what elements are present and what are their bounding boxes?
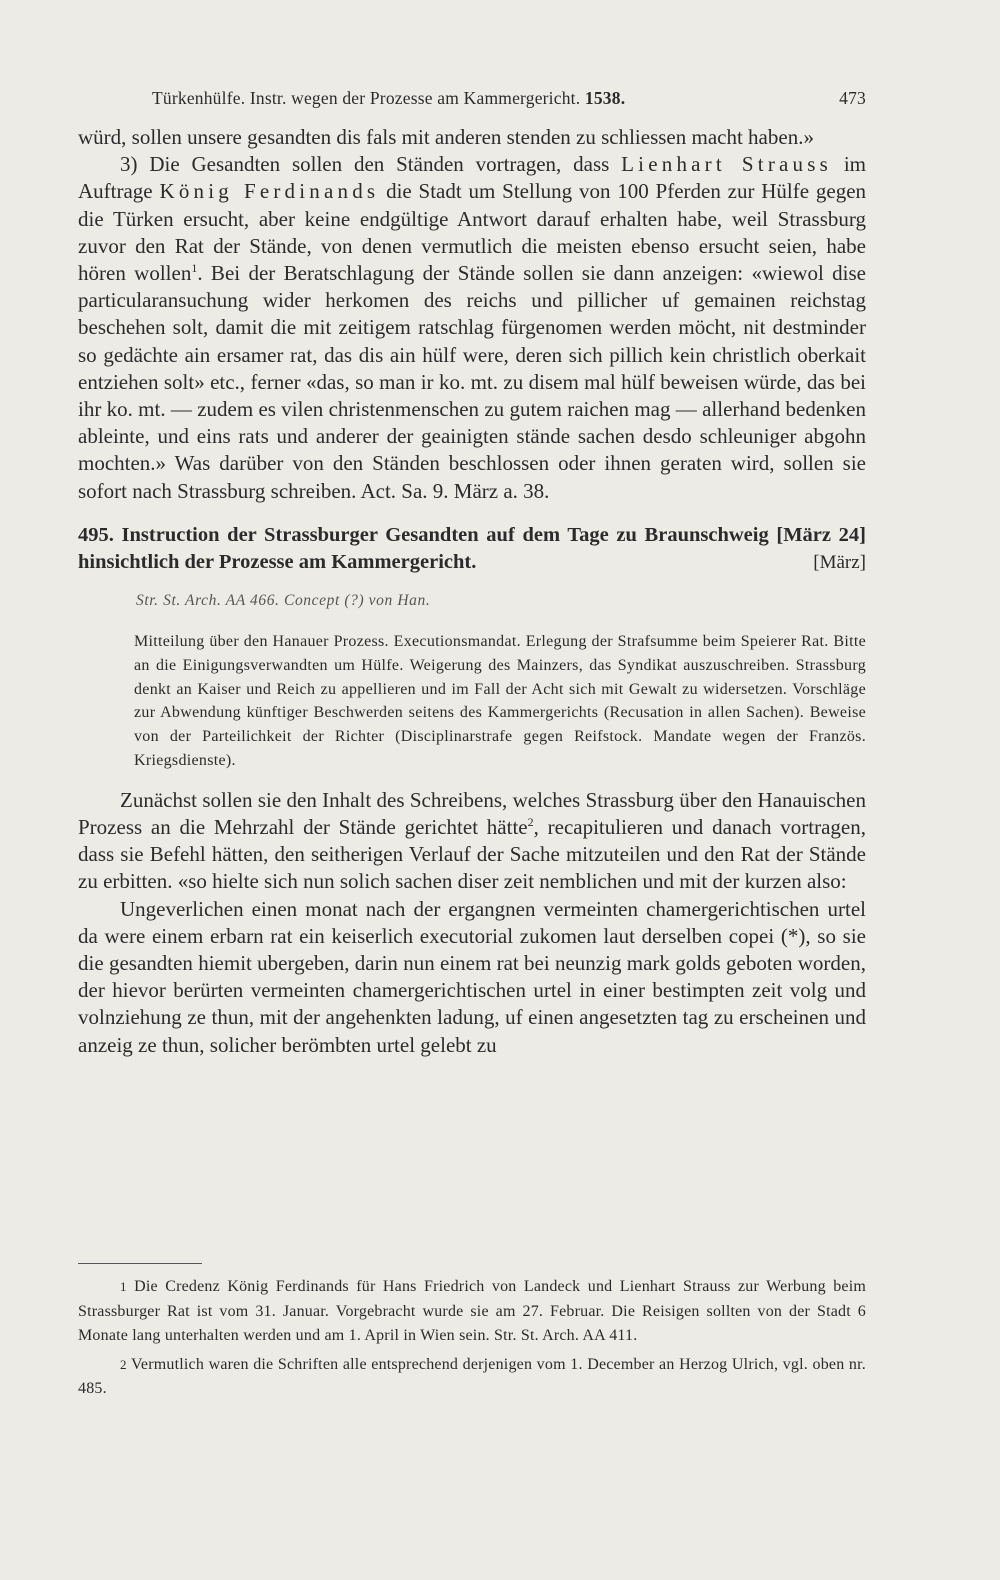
footnote-text: Die Credenz König Ferdinands für Hans Friedrich von Landeck und Lienhart Strauss zur Werbung beim Strassburger Rat ist vom 31. Januar. Vorgebracht wurde sie am 27. Februar. Die Reisigen sollten von der Stadt 6 Monate lang unterhalten werden und am 1. April in Wien sein. Str. St. Arch. AA 411. — [78, 1278, 867, 1344]
p2-text-c: die Stadt um Stellung von 100 Pferden zur Hülfe gegen die Türken ersucht, aber keine endgültige Antwort darauf erhalten habe, weil Strassburg zuvor den Rat der Stände, von denen vermutlich die meisten ebenso ersucht seien, habe hören wollen — [78, 179, 867, 286]
document-title: 495. Instruction der Strassburger Gesandten auf dem Tage zu Braunschweig [März 24] hinsichtlich der Prozesse am Kammergericht. — [78, 523, 866, 573]
paragraph-continued: würd, sollen unsere gesandten dis fals mit anderen stenden zu schliessen macht haben.» — [78, 125, 814, 149]
footnote-1 — [78, 1275, 866, 1349]
footnotes — [78, 1275, 866, 1406]
p3-text-a: Zunächst sollen sie den Inhalt des Schreibens, welches Strassburg über den Hanauischen Prozess an die Mehrzahl der Stände gerichtet hätte — [78, 787, 866, 840]
running-title-text: Türkenhülfe. Instr. wegen der Prozesse am Kammergericht. — [152, 88, 581, 108]
document-date: [März] — [813, 551, 866, 573]
paragraph-quote: Ungeverlichen einen monat nach der ergangnen vermeinten chamergerichtischen urtel da were einem erbarn rat ein keiserlich executorial zukomen laut derselben copei (*), so sie die gesandten hiemit ubergeben, darin nun einem rat bei neunzig mark golds geboten worden, der hievor berürten vermeinten chamergerichtischen urtel in einer bestimpten zeit volg und volnziehung ze thun, mit der angehenkten ladung, uf einen angesetzten tag zu erscheinen und anzeig ze thun, solicher berömbten urtel gelebt zu — [78, 896, 866, 1057]
footnote-ref-1: 1 — [191, 261, 198, 276]
regest-summary: Mitteilung über den Hanauer Prozess. Executionsmandat. Erlegung der Strafsumme beim Speierer Rat. Bitte an die Einigungsverwandten um Hülfe. Weigerung des Mainzers, das Syndikat auszuschreiben. Strassburg denkt an Kaiser und Reich zu appellieren und im Fall der Acht sich mit Gewalt zu widersetzen. Vorschläge zur Abwendung künftiger Beschwerden seitens des Kammergerichts (Recusation in allen Sachen). Beweise von der Parteilichkeit der Richter (Disciplinarstrafe gegen Reifstock. Mandate wegen der Französ. Kriegsdienste). — [134, 633, 866, 770]
header-year: 1538. — [584, 88, 626, 108]
p2-text-a: 3) Die Gesandten sollen den Ständen vortragen, dass — [120, 152, 610, 177]
archive-source: Str. St. Arch. AA 466. Concept (?) von Han. — [136, 591, 431, 609]
main-text — [78, 124, 866, 1059]
footnote-mark: 2 — [120, 1356, 127, 1372]
paragraph-point-3 — [78, 151, 866, 505]
paragraph-instruction — [78, 787, 866, 896]
page-number: 473 — [839, 88, 866, 108]
p3-text-b: , recapitulieren und danach vortragen, dass sie Befehl hätten, den seitherigen Verlauf der Sache mitzuteilen und den Rat der Stände zu erbitten. «so hielte sich nun solich sachen diser zeit nemblichen und mit der kurzen also: — [78, 815, 866, 894]
footnote-divider — [78, 1263, 202, 1264]
person-name-strauss: Lienhart Strauss — [621, 152, 832, 177]
footnote-mark: 1 — [120, 1279, 127, 1294]
footnote-text: Vermutlich waren die Schriften alle entsprechend derjenigen vom 1. December an Herzog Ulrich, vgl. oben nr. 485. — [78, 1355, 866, 1397]
p2-text-d: . Bei der Beratschlagung der Stände sollen sie dann anzeigen: «wiewol dise particularansuchung wider herkomen des reichs und pillicher uf gemainen reichstag beschehen solt, damit die mit zeitigem ratschlag fürgenomen werden möcht, nit destminder so gedächte ain ersamer rat, das dis ain hülf were, deren sich pillich kein christlich oberkait entziehen solt» etc., ferner «das, so man ir ko. mt. zu disem mal hülf beweisen würde, das bei ihr ko. mt. — zudem es vilen christenmenschen zu gutem raichen mag — allerhand bedenken ableinte, und eins rats und anderer der geainigten stände sachen desdo schleuniger abgohn mochten.» Was darüber von den Ständen beschlossen oder ihnen geraten wird, sollen sie sofort nach Strassburg schreiben. Act. Sa. 9. März a. 38. — [78, 261, 866, 503]
running-title — [152, 88, 625, 109]
footnote-2 — [78, 1353, 866, 1402]
p2-text-b: im Auftrage — [78, 152, 867, 204]
footnote-ref-2: 2 — [527, 815, 534, 830]
person-name-ferdinand: König Ferdinands — [159, 179, 380, 204]
document-heading — [78, 522, 866, 576]
